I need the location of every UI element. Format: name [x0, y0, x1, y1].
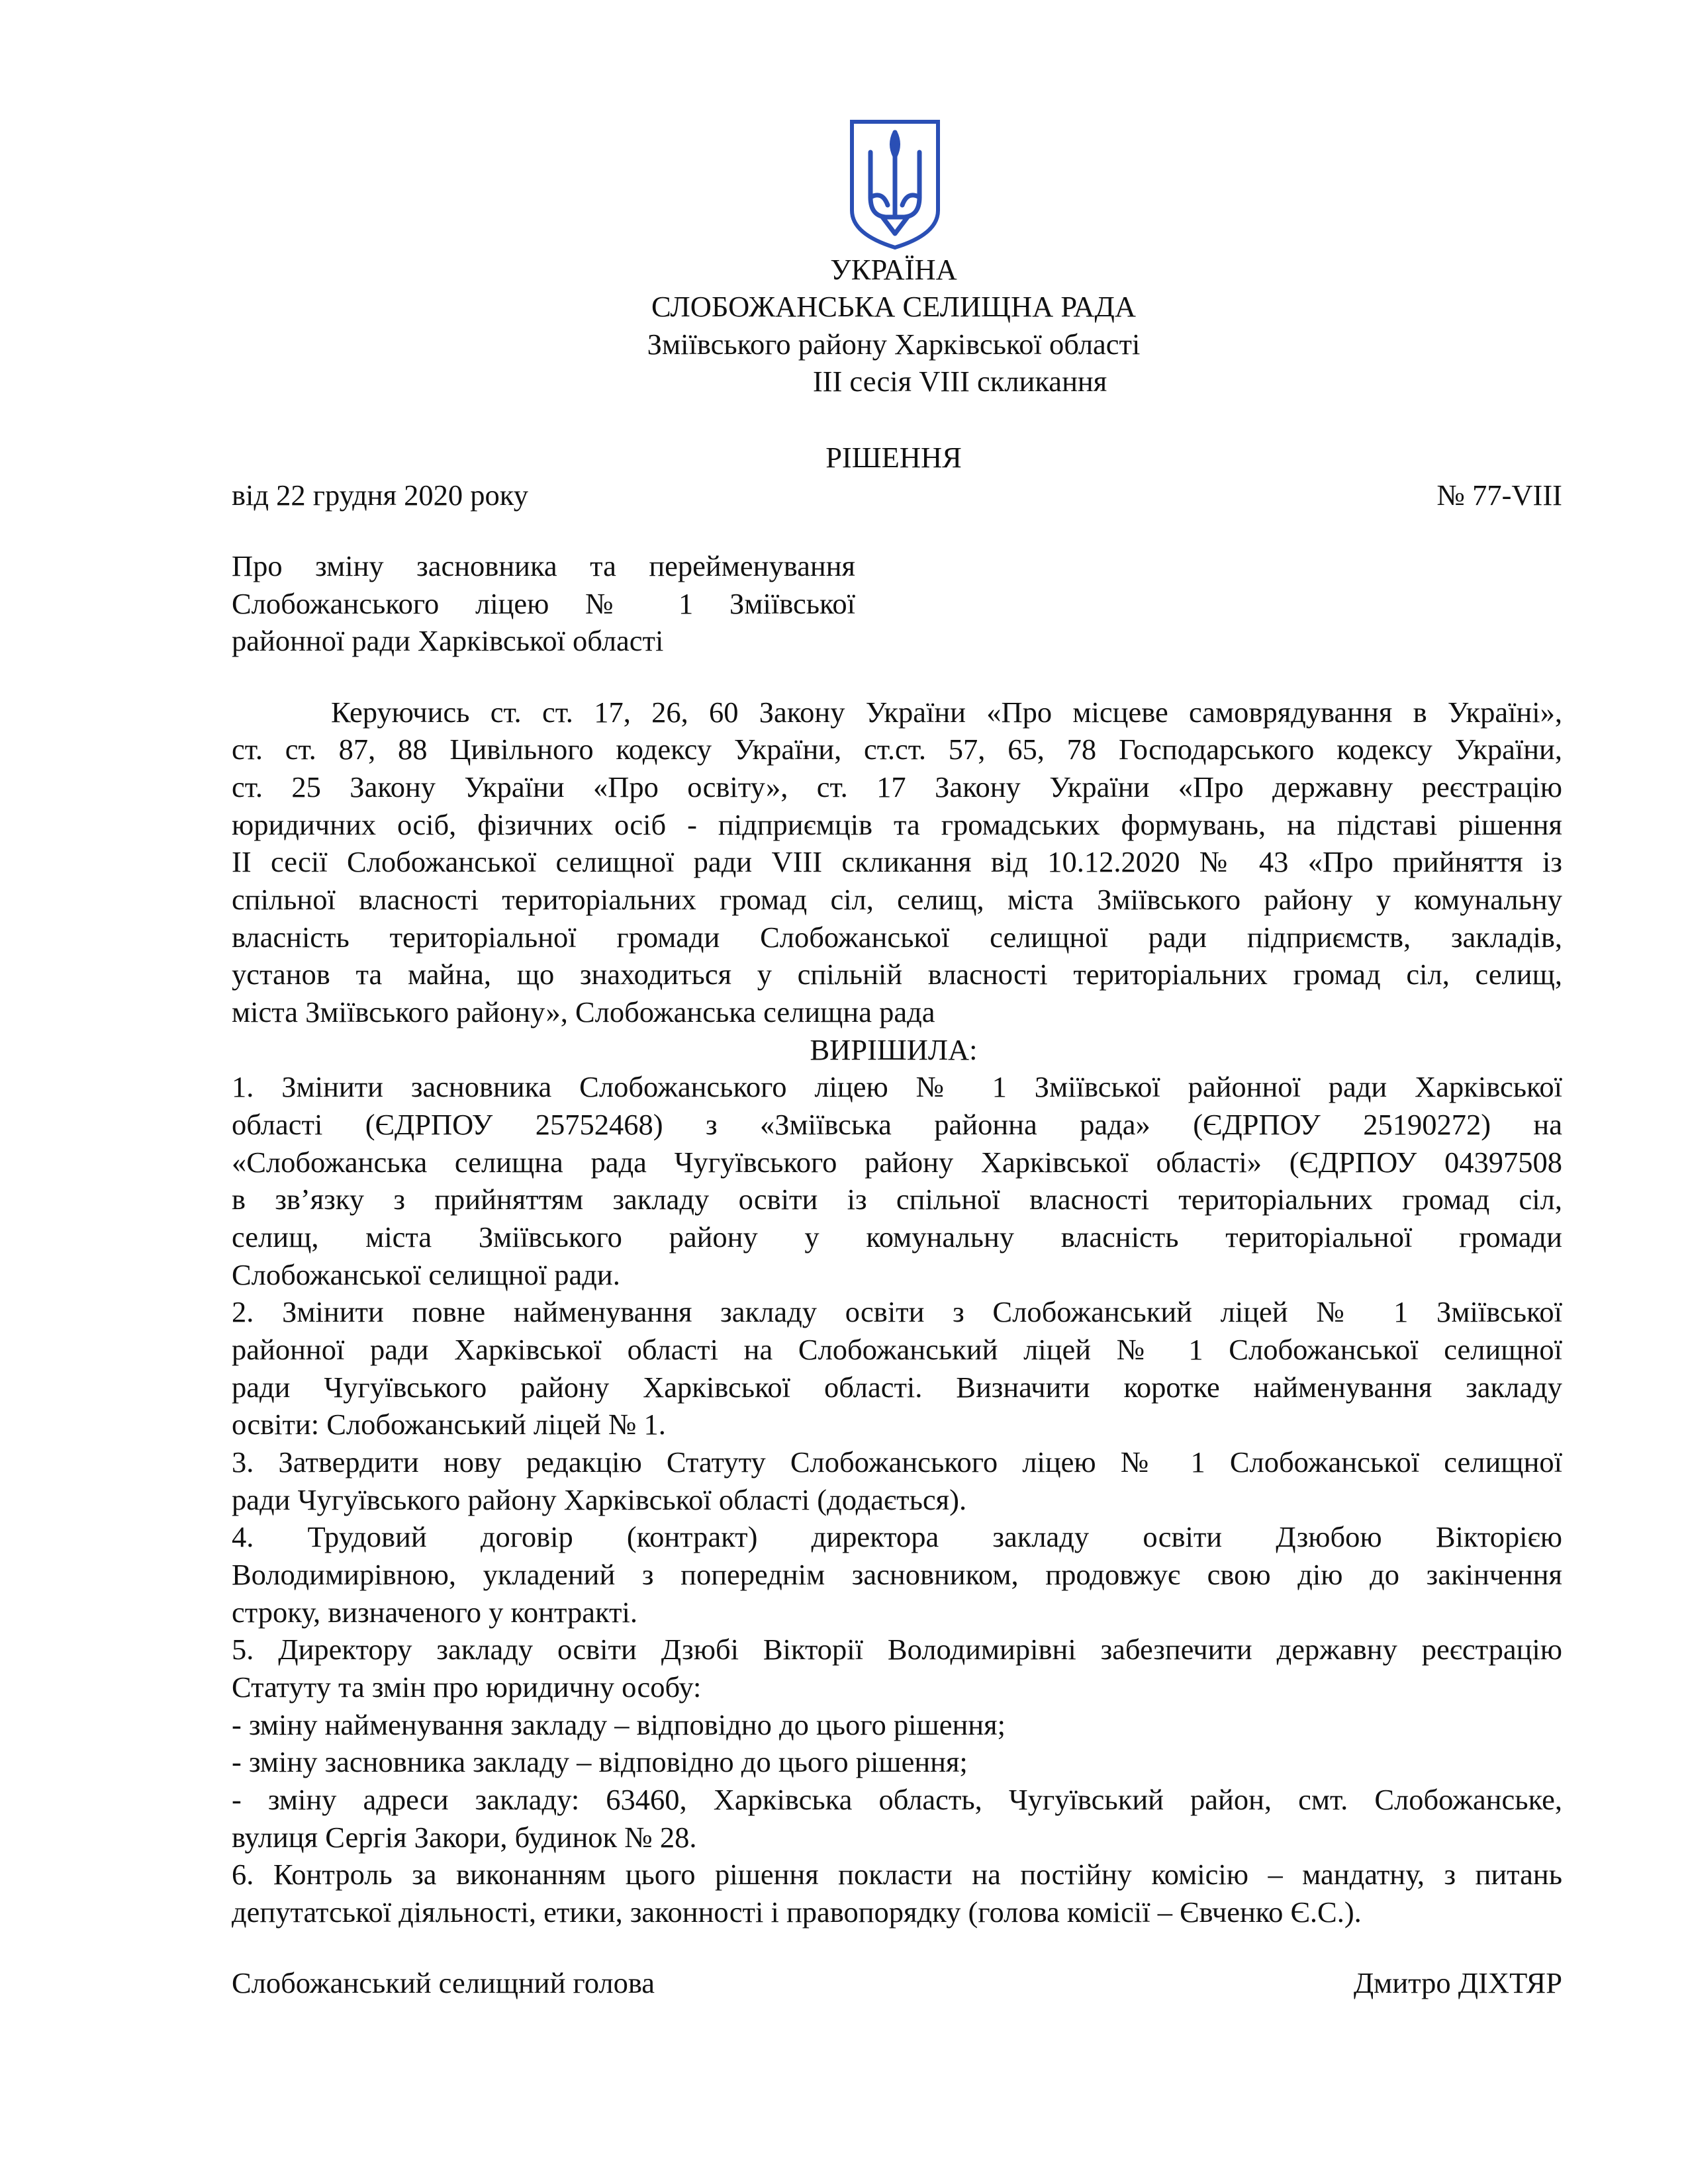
coat-of-arms-emblem — [848, 118, 942, 251]
item-5-line: 5. Директору закладу освіти Дзюбі Вікторії Володимирівні забезпечити державну реєстрацію — [232, 1633, 1562, 1666]
item-5-line: Статуту та змін про юридичну особу: — [232, 1670, 702, 1704]
document-type-heading: РІШЕННЯ — [825, 441, 962, 474]
subject-line-3: районної ради Харківської області — [232, 624, 664, 657]
preamble-line: Керуючись ст. ст. 17, 26, 60 Закону України «Про місцеве самоврядування в Україні», — [331, 696, 1562, 729]
subject-line-1: Про зміну засновника та перейменування — [232, 549, 855, 582]
item-4-line: строку, визначеного у контракті. — [232, 1596, 637, 1629]
decision-number: № 77-VIII — [1436, 478, 1562, 512]
item-3-line: 3. Затвердити нову редакцію Статуту Слобожанського ліцею № 1 Слобожанської селищної — [232, 1445, 1562, 1479]
item-3-line: ради Чугуївського району Харківської області (додається). — [232, 1483, 967, 1516]
item-1-line: Слобожанської селищної ради. — [232, 1258, 620, 1291]
item-6-line: депутатської діяльності, етики, законності і правопорядку (голова комісії – Євченко Є.С.). — [232, 1895, 1362, 1929]
item-4-line: Володимирівною, укладений з попереднім засновником, продовжує свою дію до закінчення — [232, 1558, 1562, 1591]
district-heading: Зміївського району Харківської області — [647, 328, 1141, 361]
preamble-line: ст. ст. 87, 88 Цивільного кодексу України, ст.ст. 57, 65, 78 Господарського кодексу України, — [232, 733, 1562, 766]
council-heading: СЛОБОЖАНСЬКА СЕЛИЩНА РАДА — [651, 290, 1137, 323]
preamble-line: ст. 25 Закону України «Про освіту», ст. 17 Закону України «Про державну реєстрацію — [232, 770, 1562, 803]
item-1-line: в зв’язку з прийняттям закладу освіти із спільної власності територіальних громад сіл, — [232, 1183, 1562, 1216]
country-heading: УКРАЇНА — [830, 253, 957, 286]
item-2-line: освіти: Слобожанський ліцей № 1. — [232, 1408, 666, 1441]
item-5-bullet: вулиця Сергія Закори, будинок № 28. — [232, 1821, 697, 1854]
item-2-line: ради Чугуївського району Харківської області. Визначити коротке найменування закладу — [232, 1371, 1562, 1404]
item-5-bullet: - зміну найменування закладу – відповідно до цього рішення; — [232, 1708, 1006, 1741]
item-5-bullet: - зміну засновника закладу – відповідно до цього рішення; — [232, 1745, 968, 1778]
preamble-line: ІІ сесії Слобожанської селищної ради VIII скликання від 10.12.2020 № 43 «Про прийняття із — [232, 845, 1562, 878]
signature-name: Дмитро ДІХТЯР — [1353, 1966, 1562, 1999]
item-6-line: 6. Контроль за виконанням цього рішення покласти на постійну комісію – мандатну, з питань — [232, 1858, 1562, 1891]
item-1-line: області (ЄДРПОУ 25752468) з «Зміївська районна рада» (ЄДРПОУ 25190272) на — [232, 1108, 1562, 1141]
signature-position: Слобожанський селищний голова — [232, 1966, 655, 1999]
item-2-line: 2. Змінити повне найменування закладу освіти з Слобожанський ліцей № 1 Зміївської — [232, 1295, 1562, 1328]
item-1-line: 1. Змінити засновника Слобожанського ліцею № 1 Зміївської районної ради Харківської — [232, 1070, 1562, 1103]
session-heading: ІІІ сесія VIII скликання — [812, 365, 1107, 398]
decided-heading: ВИРІШИЛА: — [810, 1033, 978, 1066]
preamble-line: власність територіальної громади Слобожанської селищної ради підприємств, закладів, — [232, 921, 1562, 954]
item-2-line: районної ради Харківської області на Слобожанський ліцей № 1 Слобожанської селищної — [232, 1333, 1562, 1366]
preamble-line: юридичних осіб, фізичних осіб - підприємців та громадських формувань, на підставі рішення — [232, 808, 1562, 841]
item-5-bullet: - зміну адреси закладу: 63460, Харківська область, Чугуївський район, смт. Слобожанське, — [232, 1783, 1562, 1816]
decision-date: від 22 грудня 2020 року — [232, 478, 529, 512]
subject-line-2: Слобожанського ліцею № 1 Зміївської — [232, 587, 855, 620]
preamble-line: спільної власності територіальних громад сіл, селищ, міста Зміївського району у комунальну — [232, 883, 1562, 916]
item-1-line: селищ, міста Зміївського району у комунальну власність територіальної громади — [232, 1220, 1562, 1253]
preamble-line: міста Зміївського району», Слобожанська селищна рада — [232, 995, 935, 1028]
preamble-line: установ та майна, що знаходиться у спільній власності територіальних громад сіл, селищ, — [232, 958, 1562, 991]
item-1-line: «Слобожанська селищна рада Чугуївського району Харківської області» (ЄДРПОУ 04397508 — [232, 1146, 1562, 1179]
item-4-line: 4. Трудовий договір (контракт) директора закладу освіти Дзюбою Вікторією — [232, 1520, 1562, 1553]
